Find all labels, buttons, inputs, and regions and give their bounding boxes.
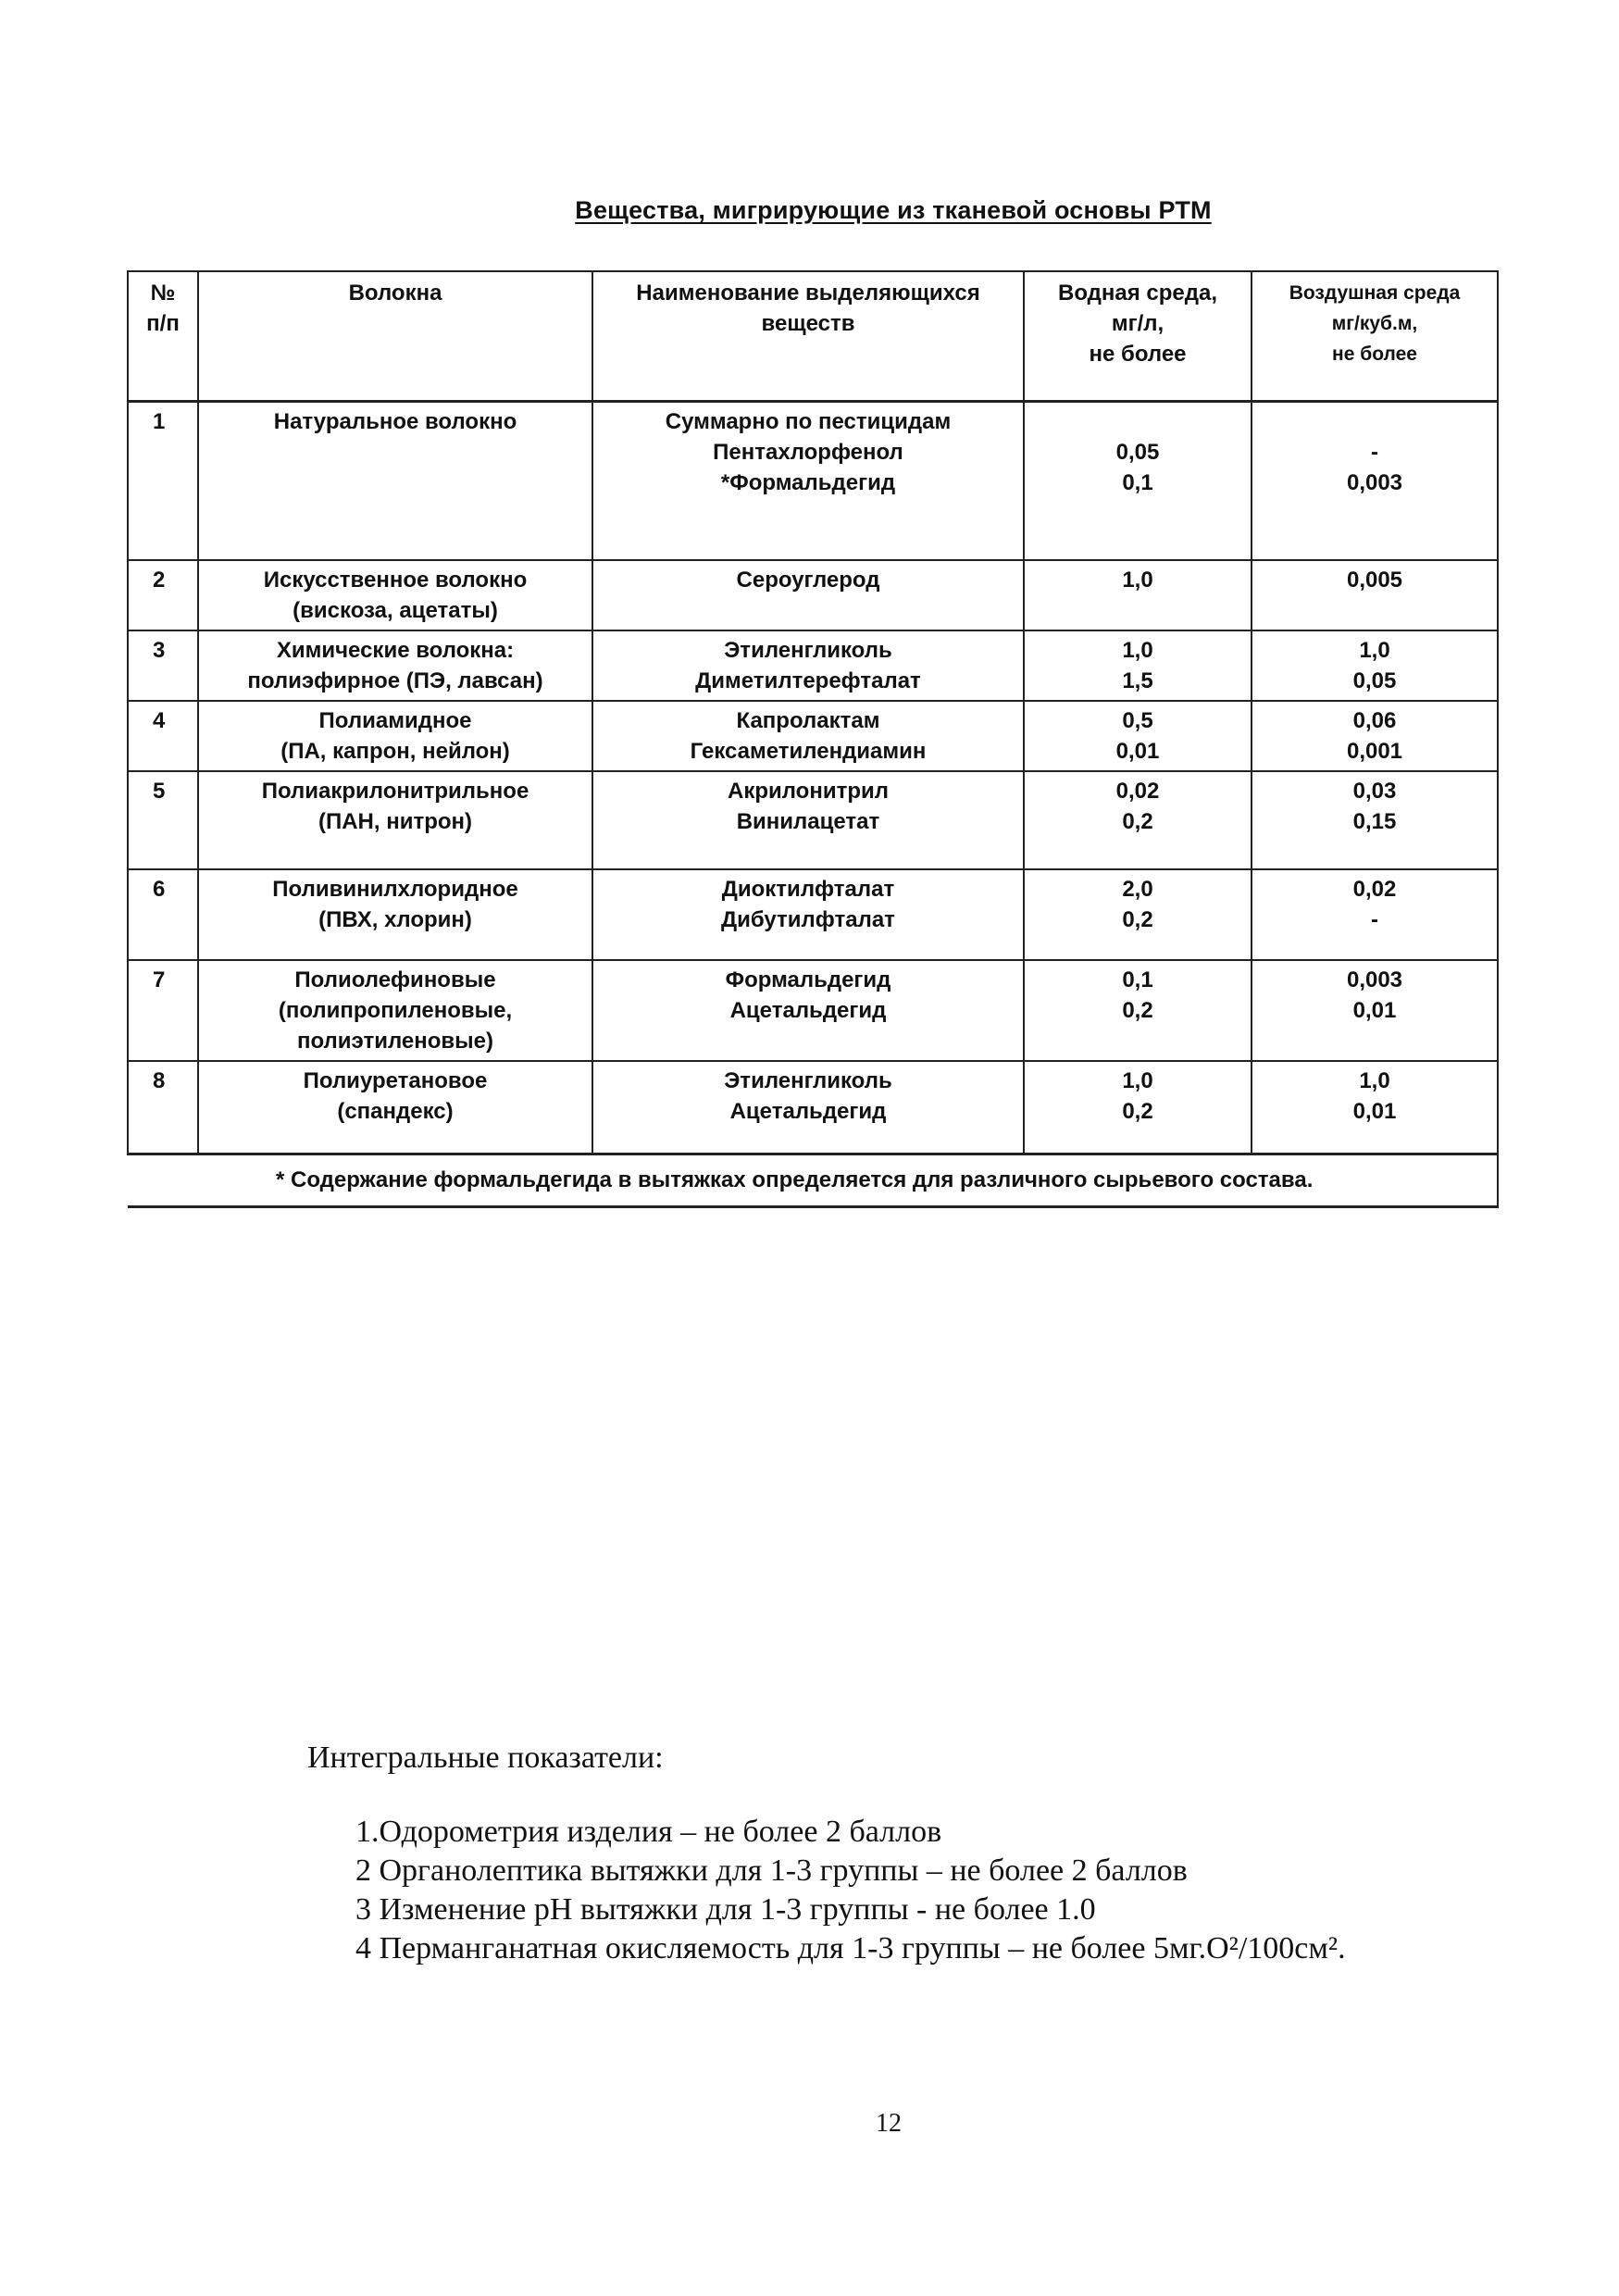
row-air: 0,003 0,01 [1252,960,1498,1061]
row-substance: Диоктилфталат Дибутилфталат [592,869,1024,960]
row-substance: Этиленгликоль Диметилтерефталат [592,630,1024,701]
table-row [128,1061,1498,1154]
row-fiber: Полиамидное (ПА, капрон, нейлон) [198,701,592,771]
integral-heading: Интегральные показатели: [307,1741,664,1775]
row-num: 1 [128,401,198,560]
row-air: 0,005 [1252,560,1498,630]
row-num: 8 [128,1061,198,1154]
row-water: 1,0 1,5 [1024,630,1252,701]
header-water: Водная среда, мг/л, не более [1024,271,1252,401]
header-substance: Наименование выделяющихся веществ [592,271,1024,401]
list-item: 3 Изменение pH вытяжки для 1-3 группы - не более 1.0 [355,1892,1096,1927]
table-footnote: * Содержание формальдегида в вытяжках определяется для различного сырьевого состава. [128,1154,1498,1206]
row-water: 0,1 0,2 [1024,960,1252,1061]
row-num: 6 [128,869,198,960]
row-num: 3 [128,630,198,701]
row-substance: Формальдегид Ацетальдегид [592,960,1024,1061]
row-num: 7 [128,960,198,1061]
header-num: № п/п [128,271,198,401]
row-num: 4 [128,701,198,771]
table-row [128,630,1498,701]
row-substance: Акрилонитрил Винилацетат [592,771,1024,869]
row-fiber: Химические волокна: полиэфирное (ПЭ, лавсан) [198,630,592,701]
row-water: 0,02 0,2 [1024,771,1252,869]
table-title: Вещества, мигрирующие из тканевой основы РТМ [575,196,1212,224]
row-air: 0,02 - [1252,869,1498,960]
row-fiber: Искусственное волокно (вискоза, ацетаты) [198,560,592,630]
row-water: 1,0 0,2 [1024,1061,1252,1154]
table-row [128,401,1498,560]
table-row [128,771,1498,869]
list-item: 4 Перманганатная окисляемость для 1-3 группы – не более 5мг.O²/100см². [355,1931,1346,1965]
row-air: - 0,003 [1252,401,1498,560]
table-footnote-row [128,1154,1498,1206]
table-row [128,701,1498,771]
row-fiber: Полиуретановое (спандекс) [198,1061,592,1154]
row-air: 1,0 0,01 [1252,1061,1498,1154]
row-num: 2 [128,560,198,630]
row-air: 0,03 0,15 [1252,771,1498,869]
table-row [128,960,1498,1061]
substances-table [127,270,1499,1208]
page-number: 12 [876,2109,902,2138]
row-fiber: Полиолефиновые (полипропиленовые, полиэтиленовые) [198,960,592,1061]
row-water: 1,0 [1024,560,1252,630]
row-water: 0,5 0,01 [1024,701,1252,771]
table-header-row [128,271,1498,401]
integral-list [355,1813,1346,1968]
row-water: 0,05 0,1 [1024,401,1252,560]
row-fiber: Натуральное волокно [198,401,592,560]
row-substance: Суммарно по пестицидам Пентахлорфенол *Формальдегид [592,401,1024,560]
row-num: 5 [128,771,198,869]
table-row [128,560,1498,630]
list-item: 2 Органолептика вытяжки для 1-3 группы – не более 2 баллов [355,1853,1188,1888]
row-water: 2,0 0,2 [1024,869,1252,960]
table-row [128,869,1498,960]
row-air: 1,0 0,05 [1252,630,1498,701]
row-substance: Капролактам Гексаметилендиамин [592,701,1024,771]
list-item: 1.Одорометрия изделия – не более 2 баллов [355,1815,942,1849]
row-substance: Сероуглерод [592,560,1024,630]
header-fiber: Волокна [198,271,592,401]
row-air: 0,06 0,001 [1252,701,1498,771]
header-air: Воздушная среда мг/куб.м, не более [1252,271,1498,401]
row-fiber: Поливинилхлоридное (ПВХ, хлорин) [198,869,592,960]
row-substance: Этиленгликоль Ацетальдегид [592,1061,1024,1154]
row-fiber: Полиакрилонитрильное (ПАН, нитрон) [198,771,592,869]
